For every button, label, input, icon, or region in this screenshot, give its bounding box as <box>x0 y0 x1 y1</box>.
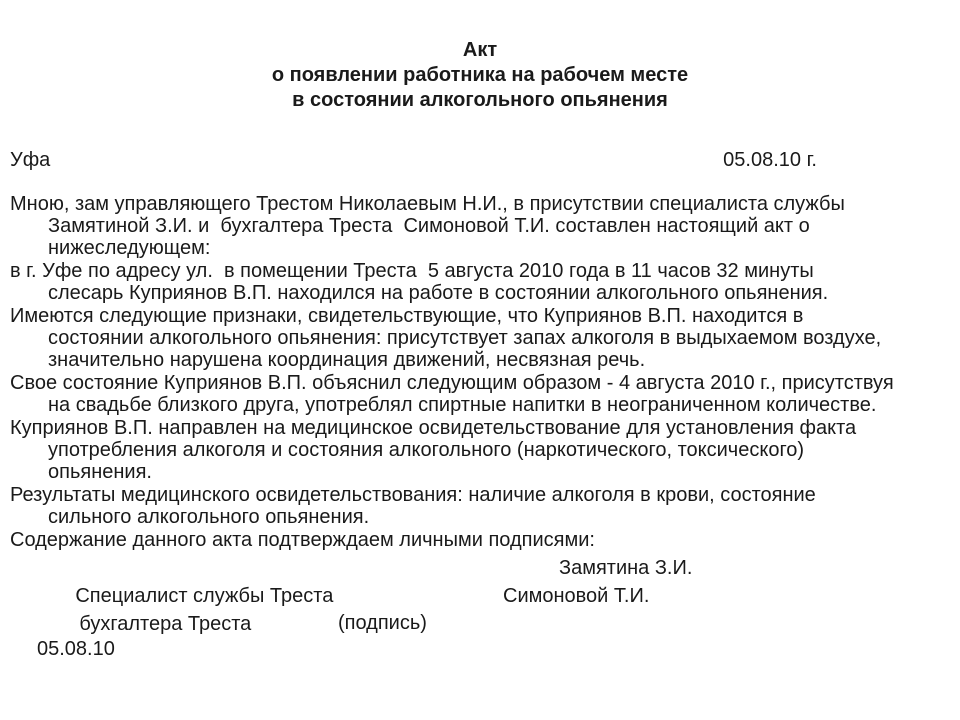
paragraph-2 <box>0 260 960 304</box>
paragraph-5 <box>0 417 960 483</box>
signature-role: бухгалтера Треста <box>79 613 252 635</box>
text-line: Замятиной З.И. и бухгалтера Треста Симоновой Т.И. составлен настоящий акт о <box>48 215 810 237</box>
signature-name: Замятина З.И. <box>559 557 693 579</box>
text-line: Мною, зам управляющего Трестом Николаевым Н.И., в присутствии специалиста службы <box>10 193 845 215</box>
paragraph-6 <box>0 484 960 528</box>
text-line: слесарь Куприянов В.П. находился на работе в состоянии алкогольного опьянения. <box>48 282 829 304</box>
title-line-3: в состоянии алкогольного опьянения <box>292 89 668 111</box>
signature-name: Симоновой Т.И. <box>503 585 650 607</box>
text-line: Содержание данного акта подтверждаем личными подписями: <box>10 529 595 551</box>
paragraph-7-closing <box>0 529 960 551</box>
date-label: 05.08.10 г. <box>723 149 817 171</box>
document-body <box>0 193 960 551</box>
text-line: Имеются следующие признаки, свидетельствующие, что Куприянов В.П. находится в <box>10 305 804 327</box>
signature-role: Специалист службы Треста <box>75 585 334 607</box>
city-date-row <box>0 149 960 171</box>
text-line: на свадьбе близкого друга, употреблял спиртные напитки в неограниченном количестве. <box>48 394 877 416</box>
text-line: Результаты медицинского освидетельствования: наличие алкоголя в крови, состояние <box>10 484 816 506</box>
text-line: Куприянов В.П. направлен на медицинское освидетельствование для установления факта <box>10 417 857 439</box>
text-line: употребления алкоголя и состояния алкогольного (наркотического, токсического) <box>48 439 805 461</box>
text-line: в г. Уфе по адресу ул. в помещении Треста 5 августа 2010 года в 11 часов 32 минуты <box>10 260 814 282</box>
text-line: нижеследующем: <box>48 237 211 259</box>
text-line: опьянения. <box>48 461 152 483</box>
title-line-2: о появлении работника на рабочем месте <box>271 64 689 86</box>
text-line: сильного алкогольного опьянения. <box>48 506 370 528</box>
signatures-section <box>0 554 960 662</box>
paragraph-4 <box>0 372 960 416</box>
text-line: состоянии алкогольного опьянения: присутствует запах алкоголя в выдыхаемом воздухе, <box>48 327 882 349</box>
signature-caption: (подпись) <box>338 612 427 634</box>
text-line: значительно нарушена координация движений, несвязная речь. <box>48 349 646 371</box>
document-title <box>0 0 960 113</box>
signature-date: 05.08.10 <box>37 638 115 660</box>
city-label: Уфа <box>10 149 51 171</box>
paragraph-1 <box>0 193 960 259</box>
paragraph-3 <box>0 305 960 371</box>
title-line-1: Акт <box>462 39 498 61</box>
text-line: Свое состояние Куприянов В.П. объяснил следующим образом - 4 августа 2010 г., присутствуя <box>10 372 894 394</box>
